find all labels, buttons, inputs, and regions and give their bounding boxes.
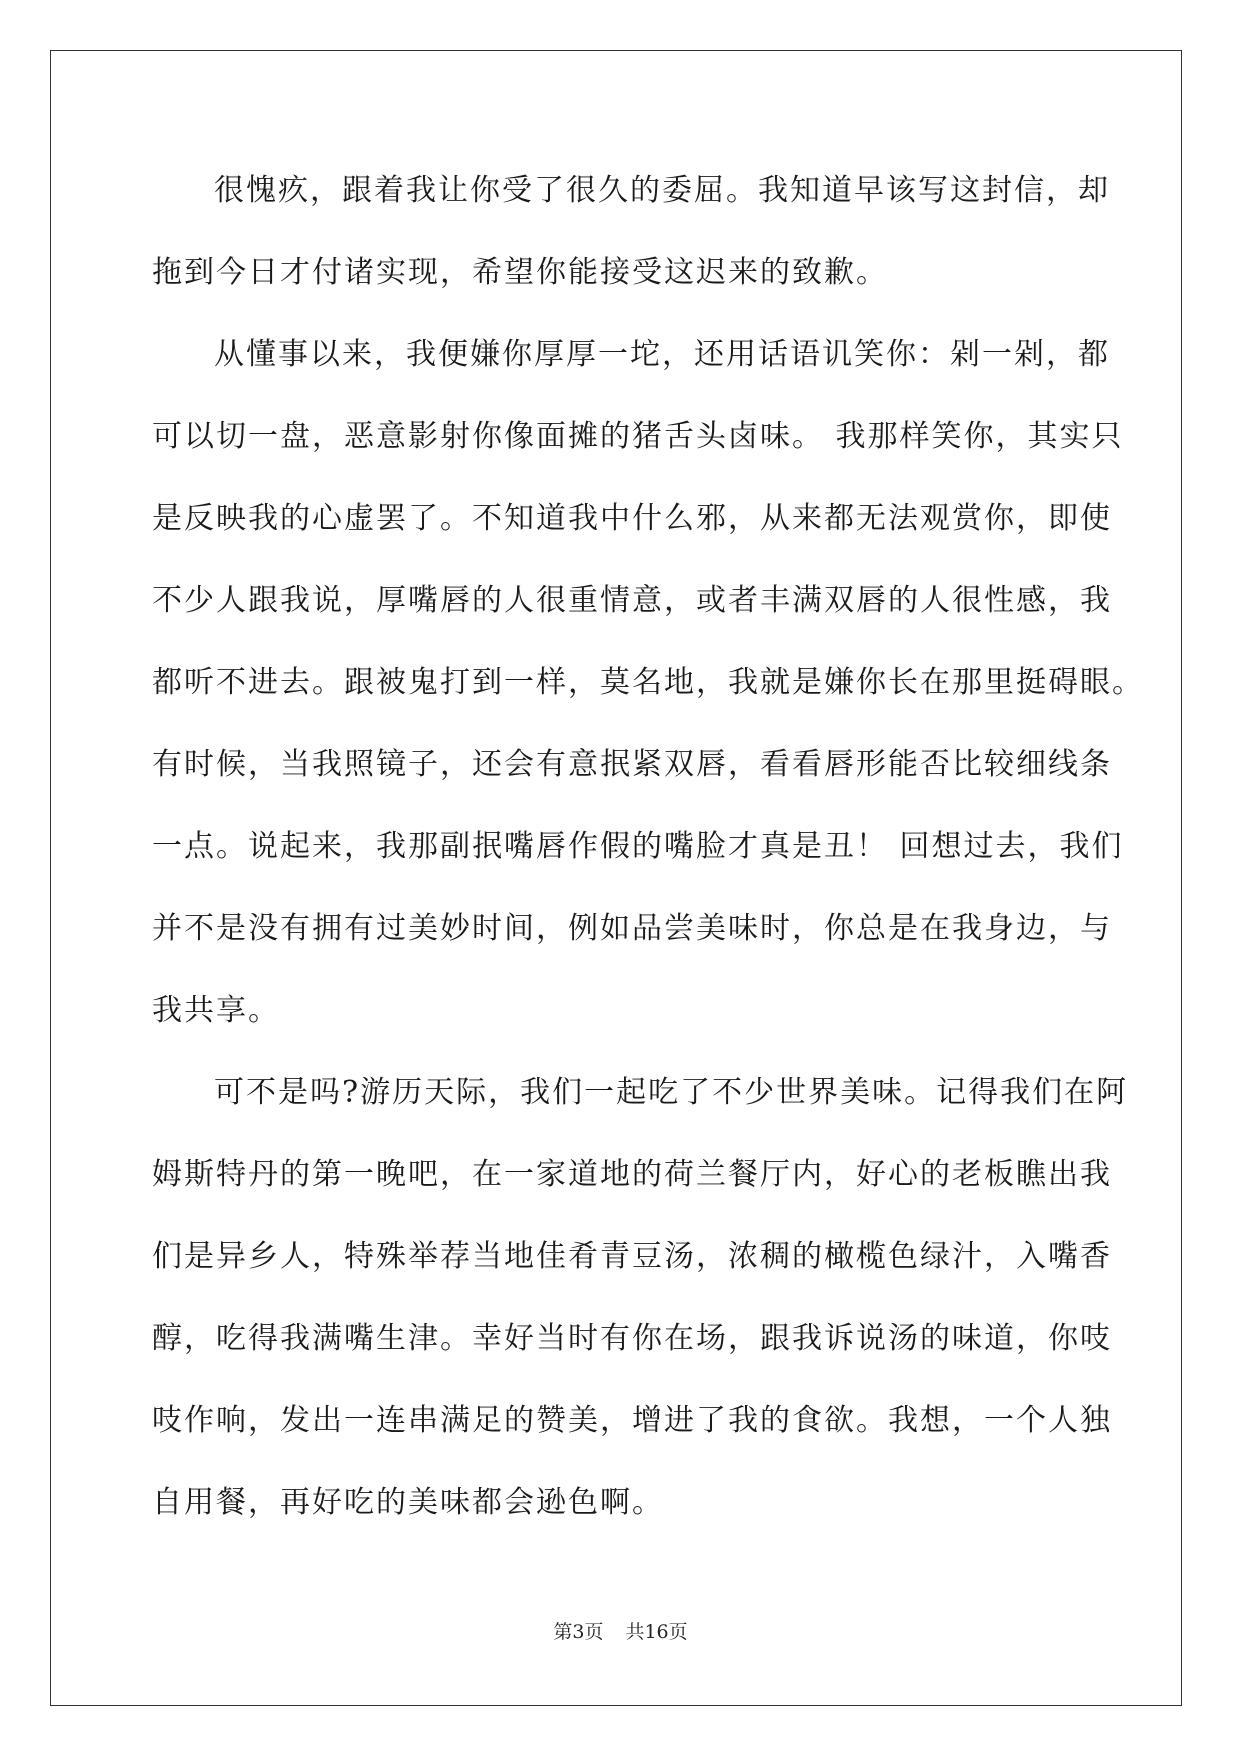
paragraph-line: 不少人跟我说，厚嘴唇的人很重情意，或者丰满双唇的人很性感，我 xyxy=(152,583,1112,618)
paragraph-3 xyxy=(152,1058,1129,1550)
paragraph-line: 并不是没有拥有过美妙时间，例如品尝美味时，你总是在我身边，与 xyxy=(152,911,1112,946)
document-body xyxy=(152,156,1144,1550)
paragraph-1 xyxy=(152,156,1110,320)
paragraph-2 xyxy=(152,320,1144,1058)
paragraph-line: 很愧疚，跟着我让你受了很久的委屈。我知道早该写这封信，却 xyxy=(214,173,1110,208)
paragraph-line: 从懂事以来，我便嫌你厚厚一坨，还用话语讥笑你：剁一剁，都 xyxy=(214,337,1110,372)
paragraph-line: 可以切一盘，恶意影射你像面摊的猪舌头卤味。 我那样笑你，其实只 xyxy=(152,419,1124,454)
page-total: 共16页 xyxy=(625,1621,688,1643)
paragraph-line: 我共享。 xyxy=(152,993,280,1028)
paragraph-line: 姆斯特丹的第一晚吧，在一家道地的荷兰餐厅内，好心的老板瞧出我 xyxy=(152,1157,1112,1192)
paragraph-line: 们是异乡人，特殊举荐当地佳肴青豆汤，浓稠的橄榄色绿汁，入嘴香 xyxy=(152,1239,1112,1274)
page-footer xyxy=(0,1620,1241,1644)
paragraph-line: 自用餐，再好吃的美味都会逊色啊。 xyxy=(152,1485,664,1520)
paragraph-line: 醇，吃得我满嘴生津。幸好当时有你在场，跟我诉说汤的味道，你吱 xyxy=(152,1321,1112,1356)
paragraph-line: 有时候，当我照镜子，还会有意抿紧双唇，看看唇形能否比较细线条 xyxy=(152,747,1112,782)
paragraph-line: 是反映我的心虚罢了。不知道我中什么邪，从来都无法观赏你，即使 xyxy=(152,501,1112,536)
paragraph-line: 吱作响，发出一连串满足的赞美，增进了我的食欲。我想，一个人独 xyxy=(152,1403,1112,1438)
paragraph-line: 可不是吗?游历天际，我们一起吃了不少世界美味。记得我们在阿 xyxy=(214,1075,1129,1110)
paragraph-line: 都听不进去。跟被鬼打到一样，莫名地，我就是嫌你长在那里挺碍眼。 xyxy=(152,665,1144,700)
page-number: 第3页 xyxy=(553,1621,604,1643)
paragraph-line: 一点。说起来，我那副抿嘴唇作假的嘴脸才真是丑！ 回想过去，我们 xyxy=(152,829,1124,864)
paragraph-line: 拖到今日才付诸实现，希望你能接受这迟来的致歉。 xyxy=(152,255,888,290)
